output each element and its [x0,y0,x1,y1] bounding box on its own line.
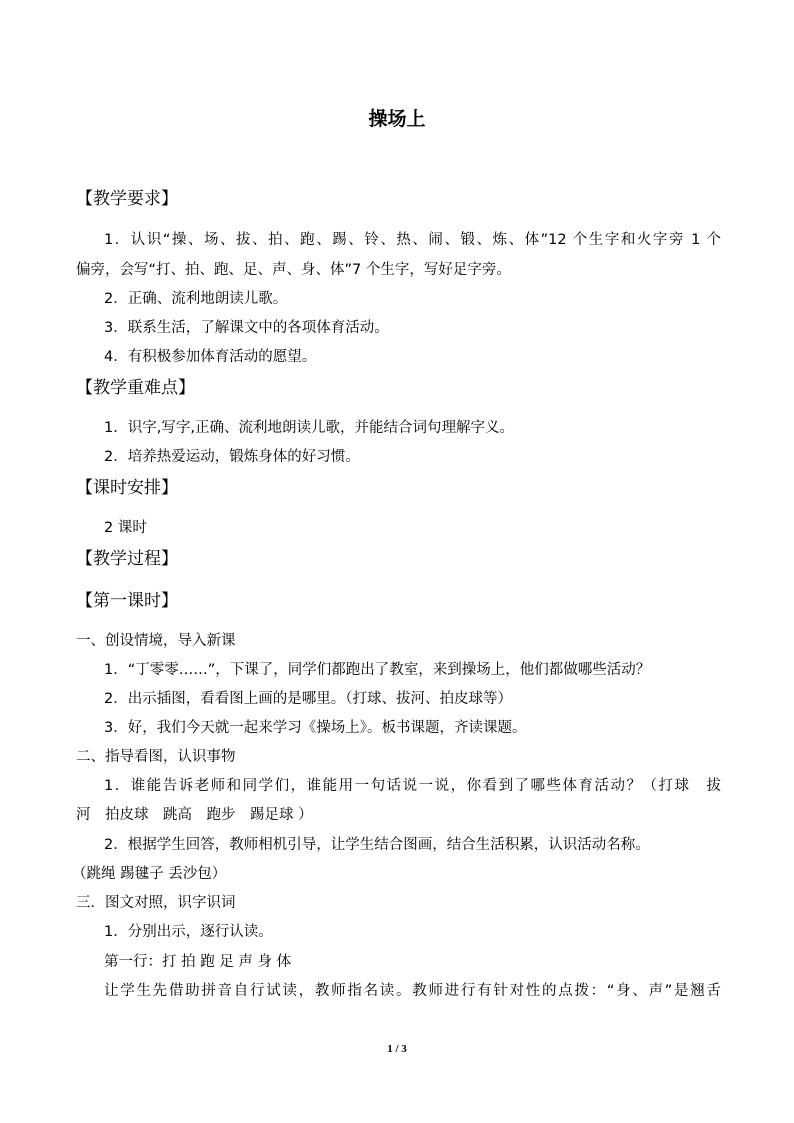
requirement-item-1-line-2: 偏旁，会写“打、拍、跑、足、声、身、体”7 个生字，写好足字旁。 [76,262,511,278]
part-3-row-1: 第一行：打 拍 跑 足 声 身 体 [104,954,292,970]
schedule-heading: 【课时安排】 [76,478,178,498]
page-number: 1 / 3 [387,1043,407,1055]
part-3-step-1: 1．分别出示，逐行认读。 [104,924,273,940]
part-2-step-1-line-2: 河 拍皮球 跳高 跑步 踢足球 ） [76,807,313,823]
schedule-text: 2 课时 [104,520,147,536]
first-lesson-heading: 【第一课时】 [76,591,178,611]
key-point-item-1: 1．识字,写字,正确、流利地朗读儿歌，并能结合词句理解字义。 [104,420,514,436]
part-1-step-2: 2．出示插图，看看图上画的是哪里。（打球、拔河、拍皮球等） [104,691,512,707]
part-3-title: 三．图文对照，识字识词 [76,895,236,911]
part-3-paragraph: 让学生先借助拼音自行试读，教师指名读。教师进行有针对性的点拨：“身、声”是翘舌 [104,983,721,999]
part-2-step-2-line-2: （跳绳 踢毽子 丢沙包） [72,866,227,882]
part-2-step-1-line-1: 1．谁能告诉老师和同学们，谁能用一句话说一说，你看到了哪些体育活动？（打球 拔 [104,778,721,794]
process-heading: 【教学过程】 [76,549,178,569]
part-2-step-2-line-1: 2．根据学生回答，教师相机引导，让学生结合图画，结合生活积累，认识活动名称。 [104,837,650,853]
page-title: 操场上 [368,108,426,130]
requirement-item-4: 4．有积极参加体育活动的愿望。 [104,349,317,365]
part-1-step-3: 3．好，我们今天就一起来学习《操场上》。板书课题，齐读课题。 [104,720,527,736]
requirement-item-3: 3．联系生活，了解课文中的各项体育活动。 [104,320,389,336]
requirements-heading: 【教学要求】 [76,189,178,209]
key-point-item-2: 2．培养热爱运动，锻炼身体的好习惯。 [104,449,360,465]
requirement-item-2: 2．正确、流利地朗读儿歌。 [104,291,288,307]
part-2-title: 二、指导看图，认识事物 [76,749,236,765]
part-1-title: 一、创设情境，导入新课 [76,633,236,649]
part-1-step-1: 1．“丁零零……”，下课了，同学们都跑出了教室，来到操场上，他们都做哪些活动？ [104,662,651,678]
requirement-item-1-line-1: 1．认识“操、场、拔、拍、跑、踢、铃、热、闹、锻、炼、体”12 个生字和火字旁 1 个 [104,232,721,248]
key-points-heading: 【教学重难点】 [76,378,195,398]
